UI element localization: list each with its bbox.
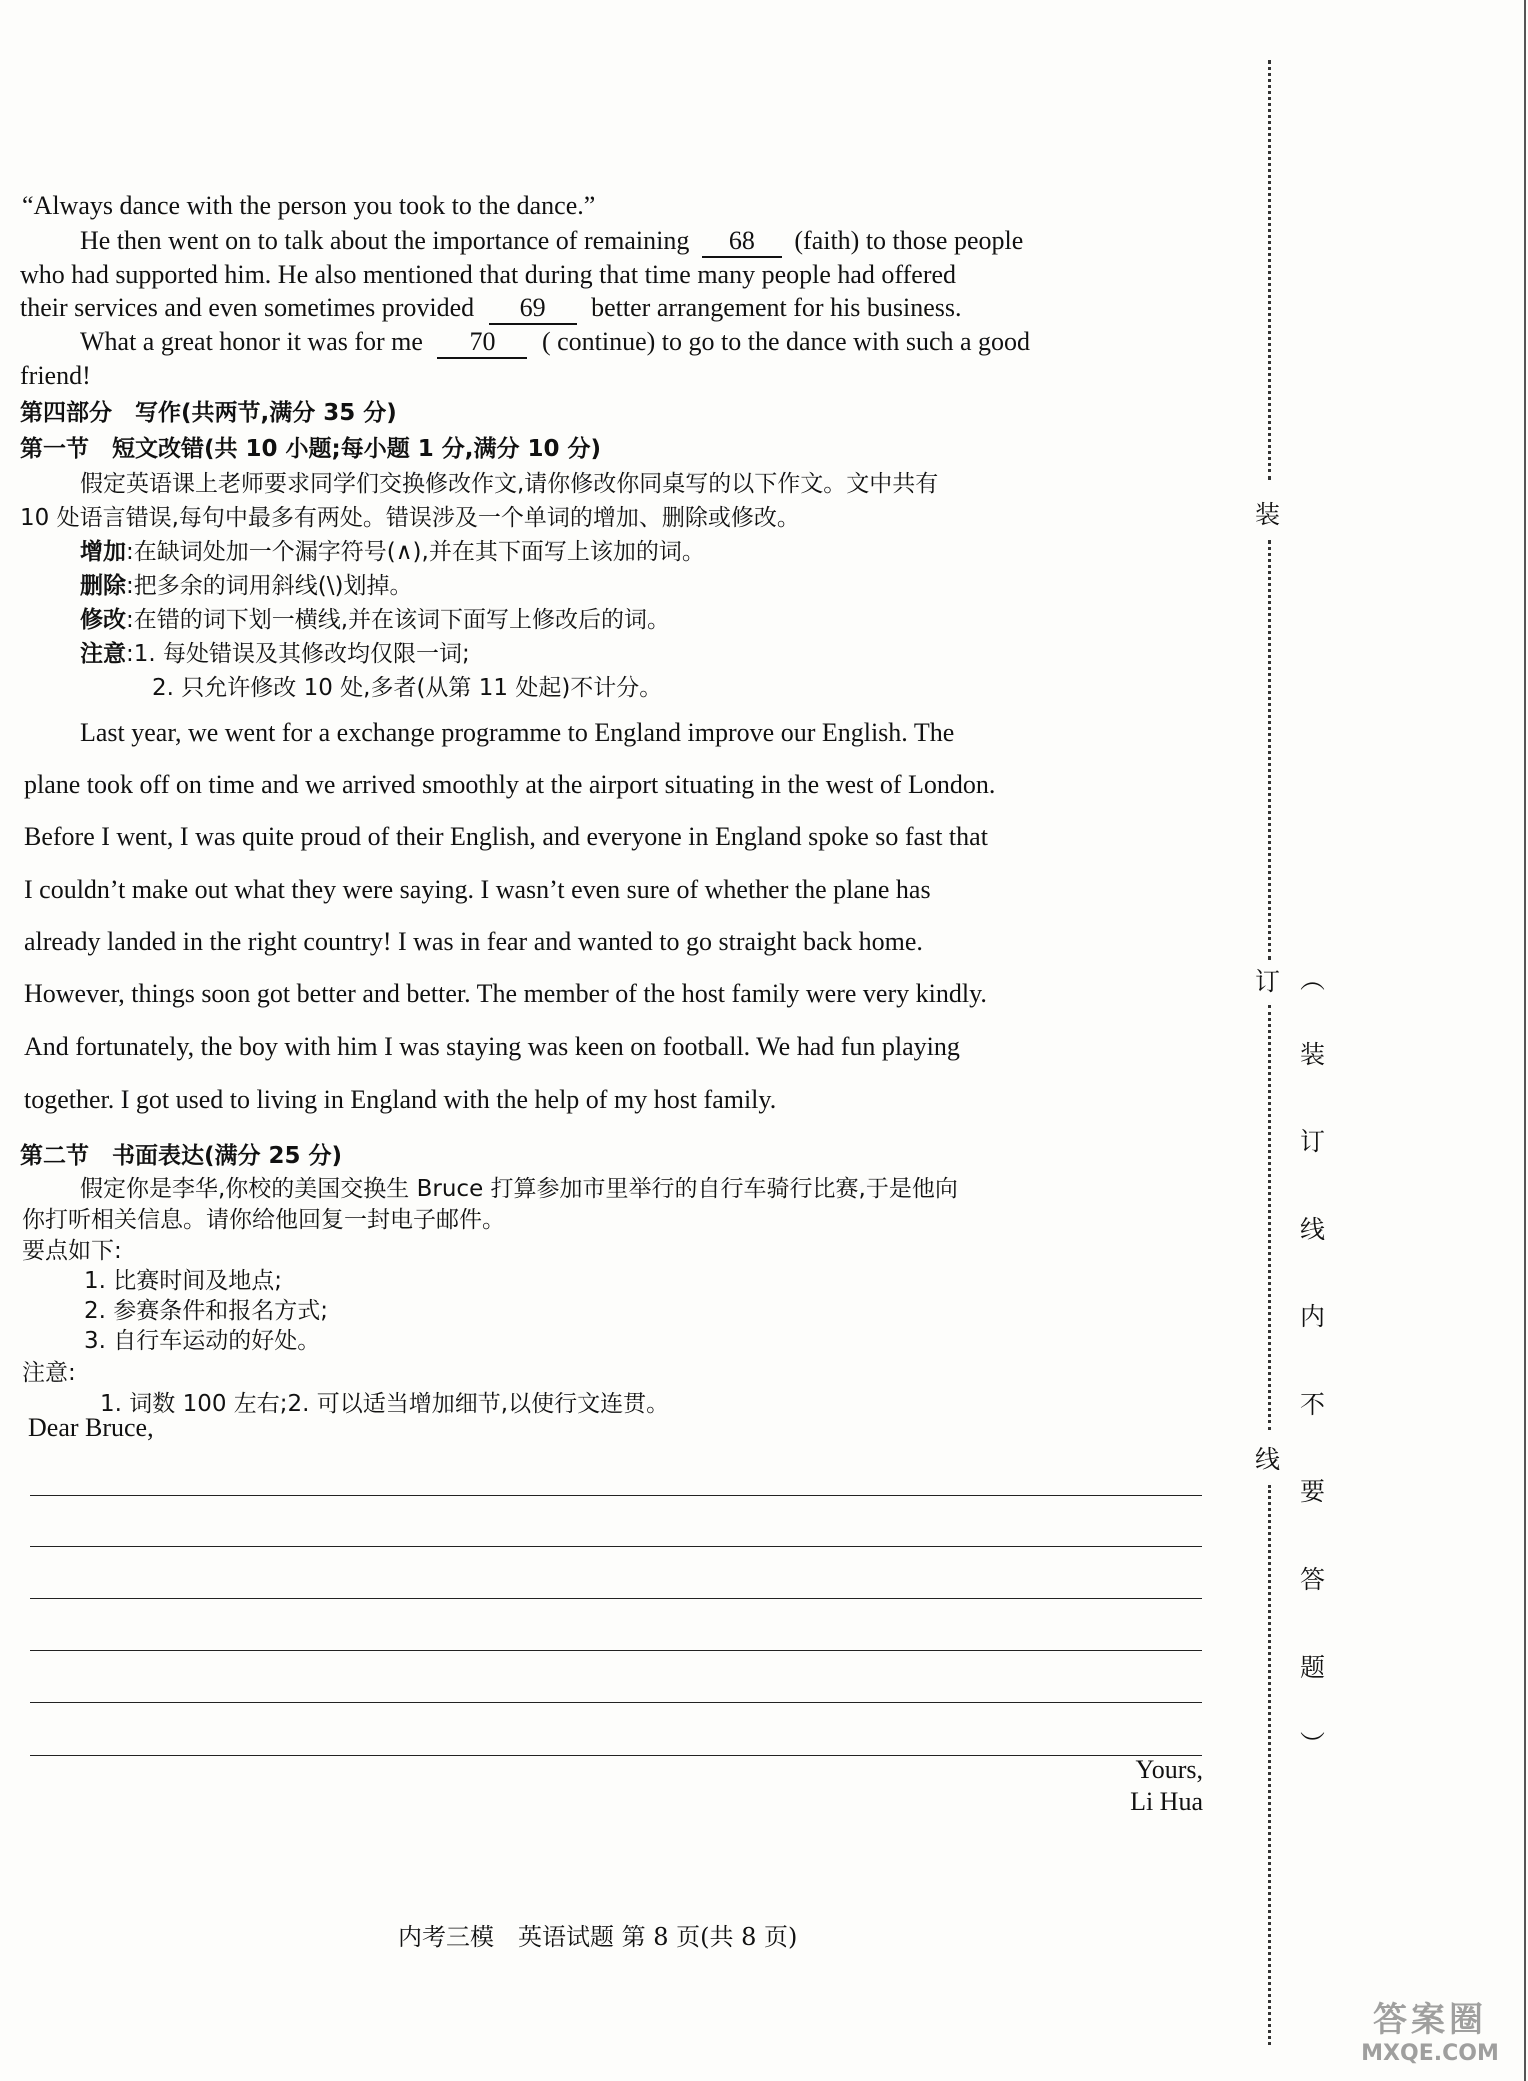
cloze-text: What a great honor it was for me (80, 327, 423, 356)
notice-bracket-open: ︵ (1300, 965, 1326, 994)
cloze-line-70 (80, 327, 1030, 359)
rule-text: :1. 每处错误及其修改均仅限一词; (126, 641, 470, 667)
binding-dotted-line (1268, 1005, 1271, 1430)
cloze-text: their services and even sometimes provided (20, 293, 475, 322)
notice-char: 内 (1300, 1302, 1326, 1331)
writing-line[interactable] (30, 1755, 1202, 1756)
rule-text: :在错的词下划一横线,并在该词下面写上修改后的词。 (126, 607, 671, 633)
writing-line[interactable] (30, 1598, 1202, 1599)
blank-68: 68 (702, 226, 782, 258)
blank-70: 70 (437, 327, 527, 359)
writing-line[interactable] (30, 1650, 1202, 1651)
cloze-text: better arrangement for his business. (591, 293, 962, 322)
point-item: 1. 比赛时间及地点; (84, 1268, 283, 1294)
cloze-line: friend! (20, 361, 91, 390)
rule-text: :在缺词处加一个漏字符号(∧),并在其下面写上该加的词。 (126, 539, 705, 565)
writing-line[interactable] (30, 1702, 1202, 1703)
passage-line: I couldn’t make out what they were saying. I wasn’t even sure of whether the plane has (24, 875, 931, 904)
watermark-logo (1340, 2000, 1520, 2074)
binding-mark-zhuang: 装 (1255, 500, 1281, 529)
cloze-line-69 (20, 293, 962, 325)
section2-intro: 你打听相关信息。请你给他回复一封电子邮件。 (22, 1207, 505, 1233)
quote-line: “Always dance with the person you took to the dance.” (22, 191, 596, 220)
email-greeting: Dear Bruce, (28, 1413, 154, 1442)
rule-label: 删除 (80, 573, 126, 599)
rule-label: 修改 (80, 607, 126, 633)
section2-title: 第二节 书面表达(满分 25 分) (20, 1143, 343, 1169)
blank-69: 69 (489, 293, 577, 325)
binding-mark-ding: 订 (1255, 967, 1281, 996)
notice-char: 题 (1300, 1653, 1326, 1682)
section1-title: 第一节 短文改错(共 10 小题;每小题 1 分,满分 10 分) (20, 436, 602, 462)
point-item: 2. 参赛条件和报名方式; (84, 1298, 329, 1324)
page-edge (1524, 0, 1526, 2081)
cloze-line: who had supported him. He also mentioned that during that time many people had offered (20, 260, 957, 289)
rule-note (80, 635, 470, 668)
rule-delete (80, 567, 412, 600)
notice-char: 要 (1300, 1477, 1326, 1506)
cloze-text: He then went on to talk about the importance of remaining (80, 226, 690, 255)
notice-char: 装 (1300, 1040, 1326, 1069)
notice-bracket-close: ︶ (1300, 1730, 1326, 1759)
cloze-text: (faith) to those people (794, 226, 1024, 255)
rule-add (80, 533, 705, 566)
section1-intro: 假定英语课上老师要求同学们交换修改作文,请你修改你同桌写的以下作文。文中共有 (80, 471, 939, 497)
rule-text: :把多余的词用斜线(\)划掉。 (126, 573, 413, 599)
binding-dotted-line (1268, 540, 1271, 960)
passage-line: And fortunately, the boy with him I was staying was keen on football. We had fun playing (24, 1032, 960, 1061)
passage-line: However, things soon got better and better. The member of the host family were very kindly. (24, 979, 987, 1008)
binding-dotted-line (1268, 60, 1271, 480)
point-item: 3. 自行车运动的好处。 (84, 1328, 321, 1354)
binding-dotted-line (1268, 1485, 1271, 2045)
passage-line: plane took off on time and we arrived smoothly at the airport situating in the west of London. (24, 770, 996, 799)
page-footer: 内考三模 英语试题 第 8 页(共 8 页) (398, 1923, 798, 1951)
rule-label: 增加 (80, 539, 126, 565)
notice-char: 不 (1300, 1390, 1326, 1419)
passage-line: already landed in the right country! I was in fear and wanted to go straight back home. (24, 927, 923, 956)
passage-line: Last year, we went for a exchange programme to England improve our English. The (80, 718, 955, 747)
section1-intro: 10 处语言错误,每句中最多有两处。错误涉及一个单词的增加、删除或修改。 (20, 505, 800, 531)
points-label: 要点如下: (22, 1238, 122, 1264)
binding-mark-xian: 线 (1255, 1445, 1281, 1474)
watermark-url: MXQE.COM (1361, 2041, 1499, 2066)
notice-char: 订 (1300, 1127, 1326, 1156)
email-signature: Li Hua (1130, 1787, 1203, 1816)
rule-note-2: 2. 只允许修改 10 处,多者(从第 11 处起)不计分。 (152, 675, 663, 701)
writing-line[interactable] (30, 1546, 1202, 1547)
notice-char: 答 (1300, 1565, 1326, 1594)
writing-line[interactable] (30, 1495, 1202, 1496)
part4-title: 第四部分 写作(共两节,满分 35 分) (20, 400, 397, 426)
passage-line: together. I got used to living in England with the help of my host family. (24, 1085, 777, 1114)
email-closing: Yours, (1135, 1755, 1203, 1784)
watermark-title: 答案圈 (1373, 2000, 1487, 2040)
rule-modify (80, 601, 670, 634)
cloze-line-68 (80, 226, 1023, 258)
section2-intro: 假定你是李华,你校的美国交换生 Bruce 打算参加市里举行的自行车骑行比赛,于是他向 (80, 1176, 958, 1202)
cloze-text: ( continue) to go to the dance with such a good (541, 327, 1031, 356)
note-text: 1. 词数 100 左右;2. 可以适当增加细节,以使行文连贯。 (100, 1391, 670, 1417)
passage-line: Before I went, I was quite proud of their English, and everyone in England spoke so fast that (24, 822, 988, 851)
rule-label: 注意 (80, 641, 126, 667)
note-label: 注意: (22, 1360, 76, 1386)
notice-char: 线 (1300, 1215, 1326, 1244)
